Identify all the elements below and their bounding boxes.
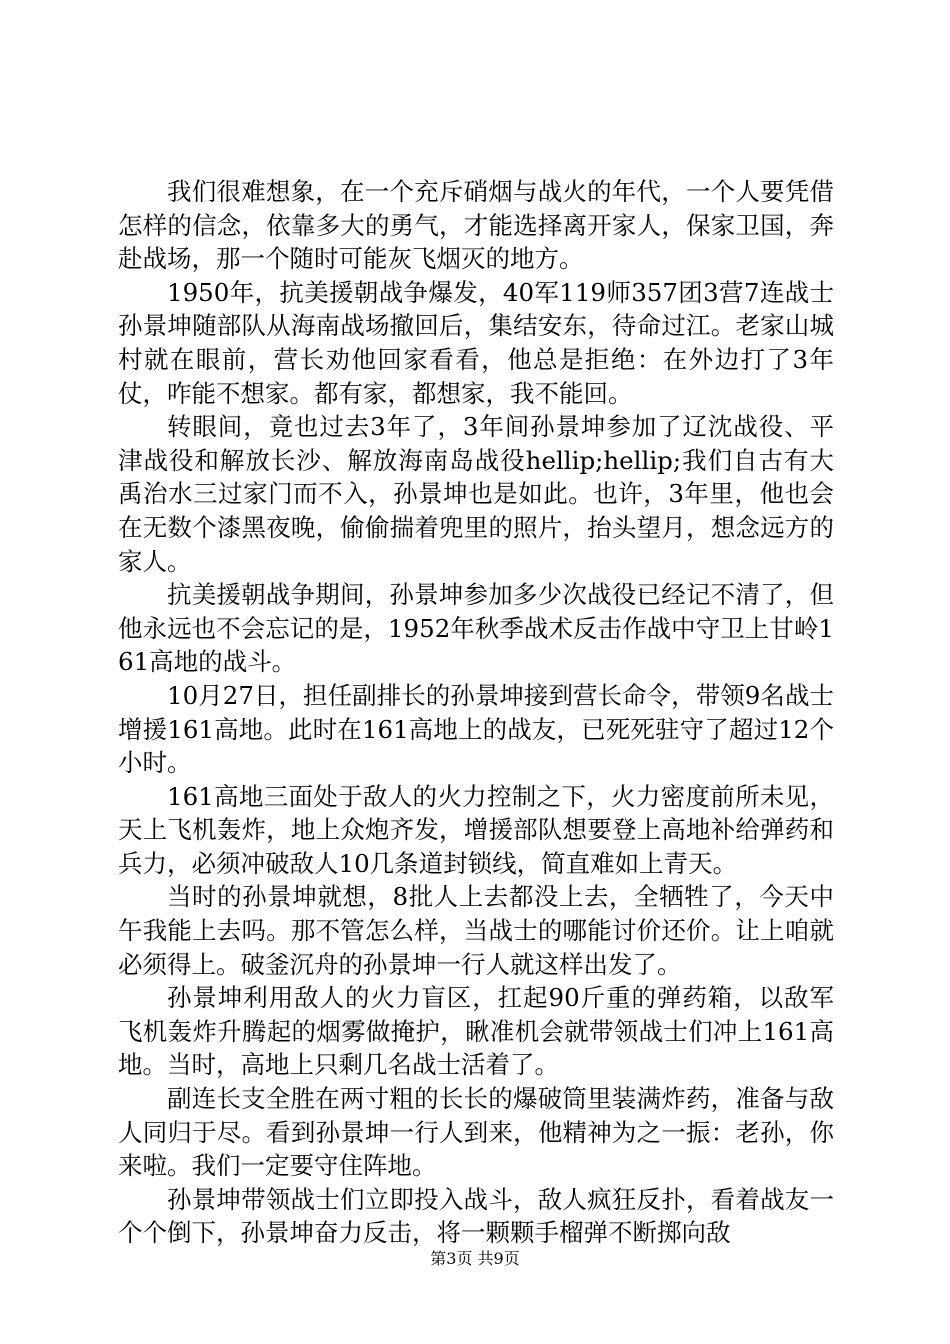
paragraph-2: 1950年，抗美援朝战争爆发，40军119师357团3营7连战士孙景坤随部队从海南战场撤回后，集结安东，待命过江。老家山城村就在眼前，营长劝他回家看看，他总是拒绝：在外边打了3年仗，咋能不想家。都有家，都想家，我不能回。 bbox=[118, 277, 834, 408]
paragraph-9: 副连长支全胜在两寸粗的长长的爆破筒里装满炸药，准备与敌人同归于尽。看到孙景坤一行人到来，他精神为之一振：老孙，你来啦。我们一定要守住阵地。 bbox=[118, 1084, 834, 1181]
paragraph-7: 当时的孙景坤就想，8批人上去都没上去，全牺牲了，今天中午我能上去吗。那不管怎么样，当战士的哪能讨价还价。让上咱就必须得上。破釜沉舟的孙景坤一行人就这样出发了。 bbox=[118, 882, 834, 979]
page-footer bbox=[0, 1249, 950, 1269]
paragraph-5: 10月27日，担任副排长的孙景坤接到营长命令，带领9名战士增援161高地。此时在161高地上的战友，已死死驻守了超过12个小时。 bbox=[118, 680, 834, 778]
paragraph-3: 转眼间，竟也过去3年了，3年间孙景坤参加了辽沈战役、平津战役和解放长沙、解放海南岛战役hellip;hellip;我们自古有大禹治水三过家门而不入，孙景坤也是如此。也许，3年里，他也会在无数个漆黑夜晚，偷偷揣着兜里的照片，抬头望月，想念远方的家人。 bbox=[118, 412, 834, 576]
paragraph-6: 161高地三面处于敌人的火力控制之下，火力密度前所未见，天上飞机轰炸，地上众炮齐发，增援部队想要登上高地补给弹药和兵力，必须冲破敌人10几条道封锁线，简直难如上青天。 bbox=[118, 781, 834, 878]
paragraph-10: 孙景坤带领战士们立即投入战斗，敌人疯狂反扑，看着战友一个个倒下，孙景坤奋力反击，将一颗颗手榴弹不断掷向敌 bbox=[118, 1184, 834, 1248]
paragraph-1: 我们很难想象，在一个充斥硝烟与战火的年代，一个人要凭借怎样的信念，依靠多大的勇气，才能选择离开家人，保家卫国，奔赴战场，那一个随时可能灰飞烟灭的地方。 bbox=[118, 177, 834, 274]
paragraph-8: 孙景坤利用敌人的火力盲区，扛起90斤重的弹药箱，以敌军飞机轰炸升腾起的烟雾做掩护，瞅准机会就带领战士们冲上161高地。当时，高地上只剩几名战士活着了。 bbox=[118, 983, 834, 1080]
article-body bbox=[118, 175, 834, 1250]
paragraph-4: 抗美援朝战争期间，孙景坤参加多少次战役已经记不清了，但他永远也不会忘记的是，1952年秋季战术反击作战中守卫上甘岭161高地的战斗。 bbox=[118, 580, 834, 677]
page-number: 第3页 共9页 bbox=[430, 1249, 520, 1268]
